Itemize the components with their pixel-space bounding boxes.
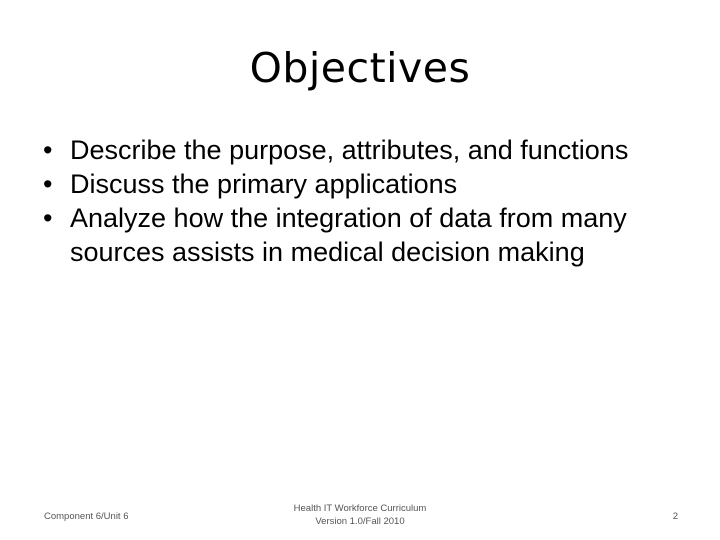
page-number: 2 (672, 511, 678, 522)
bullet-dot-icon: • (43, 203, 53, 233)
bullet-item (43, 133, 683, 167)
footer-curriculum-label (260, 502, 460, 528)
footer-component-label: Component 6/Unit 6 (44, 511, 129, 522)
bullet-dot-icon: • (43, 135, 53, 165)
bullet-dot-icon: • (43, 169, 53, 199)
footer-curriculum-line: Health IT Workforce Curriculum (293, 503, 427, 514)
bullet-text: Discuss the primary applications (70, 169, 458, 199)
bullet-list (43, 133, 683, 269)
bullet-item (43, 167, 683, 201)
bullet-text: Describe the purpose, attributes, and functions (70, 135, 629, 165)
footer-version-line: Version 1.0/Fall 2010 (315, 516, 405, 527)
bullet-item (43, 201, 683, 269)
slide-title: Objectives (249, 44, 471, 92)
bullet-text: Analyze how the integration of data from many sources assists in medical decision making (70, 203, 627, 267)
